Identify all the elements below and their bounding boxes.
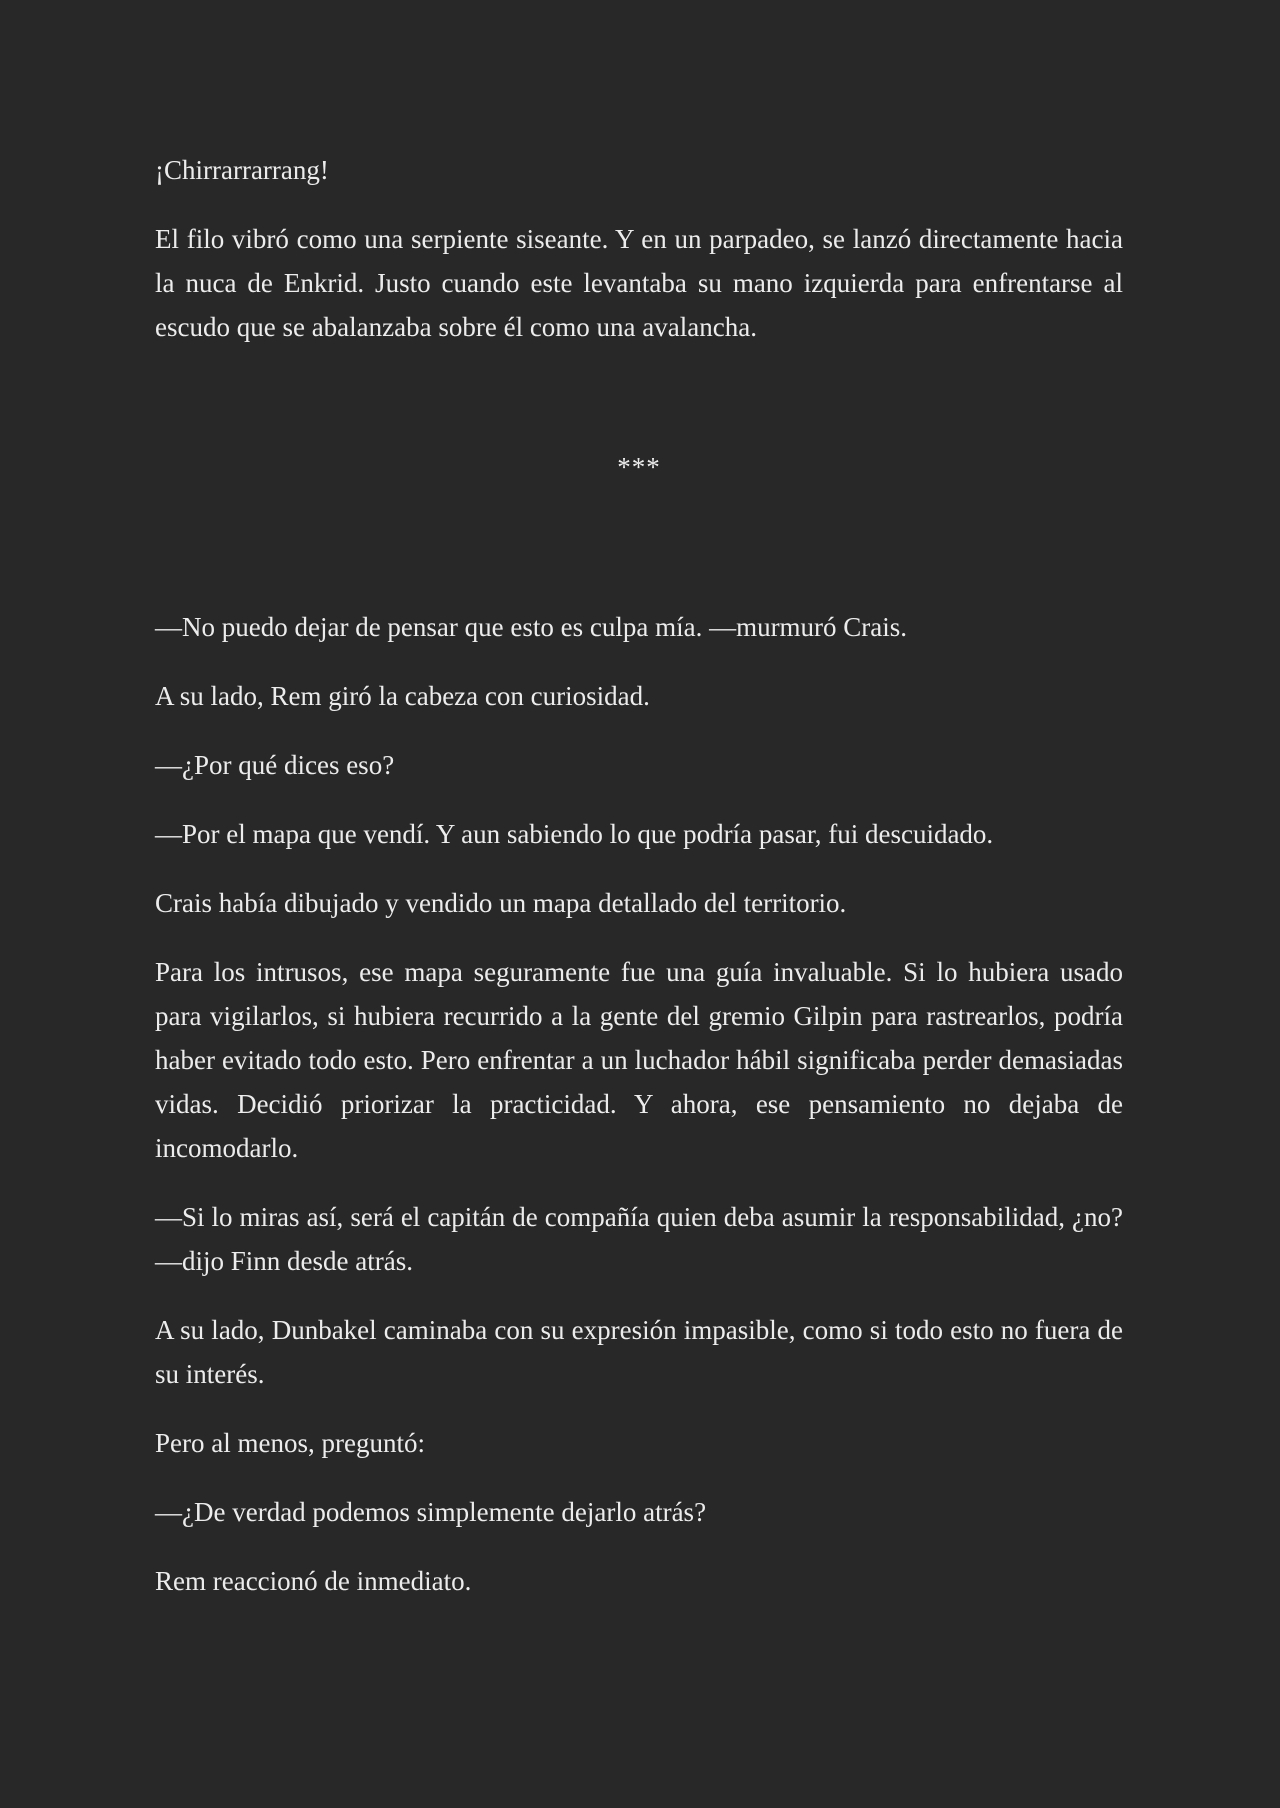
paragraph: —No puedo dejar de pensar que esto es culpa mía. —murmuró Crais. <box>155 612 908 642</box>
paragraph: A su lado, Rem giró la cabeza con curiosidad. <box>155 681 650 711</box>
paragraph: —Si lo miras así, será el capitán de compañía quien deba asumir la responsabilidad, ¿no? —dijo Finn desde atrás. <box>155 1202 1123 1276</box>
paragraph: —¿De verdad podemos simplemente dejarlo atrás? <box>155 1497 707 1527</box>
paragraph: Pero al menos, preguntó: <box>155 1428 425 1458</box>
paragraph: —¿Por qué dices eso? <box>155 750 395 780</box>
reader-page <box>155 148 1123 1628</box>
paragraph: —Por el mapa que vendí. Y aun sabiendo lo que podría pasar, fui descuidado. <box>155 819 994 849</box>
paragraph: ¡Chirrarrarrang! <box>155 155 329 185</box>
paragraph: Crais había dibujado y vendido un mapa detallado del territorio. <box>155 888 847 918</box>
paragraph: A su lado, Dunbakel caminaba con su expresión impasible, como si todo esto no fuera de su interés. <box>155 1315 1123 1389</box>
scene-break: *** <box>617 452 661 482</box>
paragraph: Para los intrusos, ese mapa seguramente fue una guía invaluable. Si lo hubiera usado para vigilarlos, si hubiera recurrido a la gente del gremio Gilpin para rastrearlos, podría haber evitado todo esto. Pero enfrentar a un luchador hábil significaba perder demasiadas vidas. Decidió priorizar la practicidad. Y ahora, ese pensamiento no dejaba de incomodarlo. <box>155 957 1123 1163</box>
paragraph: El filo vibró como una serpiente siseante. Y en un parpadeo, se lanzó directamente hacia la nuca de Enkrid. Justo cuando este levantaba su mano izquierda para enfrentarse al escudo que se abalanzaba sobre él como una avalancha. <box>155 224 1123 342</box>
paragraph: Rem reaccionó de inmediato. <box>155 1566 472 1596</box>
